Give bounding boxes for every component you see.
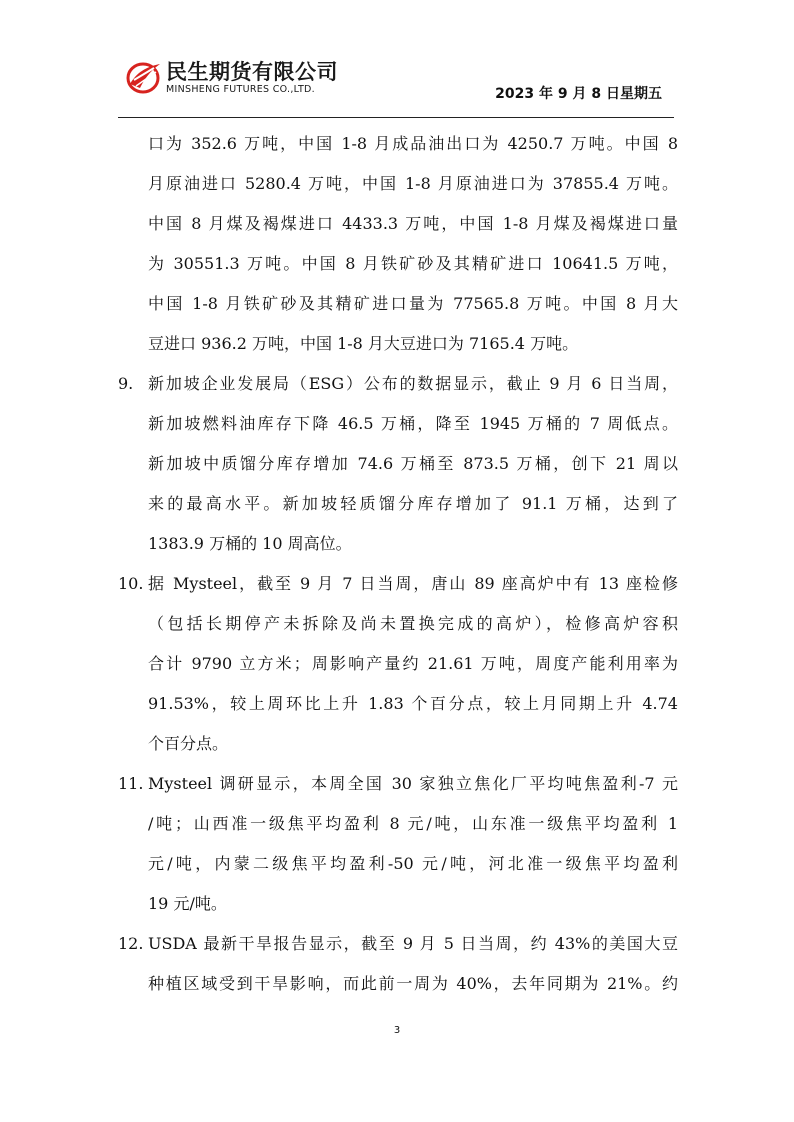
paragraph-line: 来的最高水平。新加坡轻质馏分库存增加了 91.1 万桶，达到了 — [148, 494, 678, 513]
list-item-10 — [118, 564, 678, 764]
company-name-en: MINSHENG FUTURES CO.,LTD. — [166, 84, 315, 95]
paragraph-line: 新加坡中质馏分库存增加 74.6 万桶至 873.5 万桶，创下 21 周以 — [148, 454, 678, 473]
item-text: Mysteel 调研显示，本周全国 30 家独立焦化厂平均吨焦盈利-7 元 — [148, 774, 678, 793]
paragraph-line: 新加坡燃料油库存下降 46.5 万桶，降至 1945 万桶的 7 周低点。 — [148, 414, 678, 433]
item-number: 11. — [118, 774, 144, 793]
paragraph-line: 1383.9 万桶的 10 周高位。 — [148, 534, 352, 553]
paragraph-line: 豆进口 936.2 万吨，中国 1-8 月大豆进口为 7165.4 万吨。 — [148, 334, 579, 353]
paragraph-line — [118, 764, 678, 804]
paragraph-line: 种植区域受到干旱影响，而此前一周为 40%，去年同期为 21%。约 — [148, 974, 678, 993]
page-number: 3 — [393, 1025, 401, 1036]
paragraph-line: 91.53%，较上周环比上升 1.83 个百分点，较上月同期上升 4.74 — [148, 694, 678, 713]
paragraph-line: 元/吨，内蒙二级焦平均盈利-50 元/吨，河北准一级焦平均盈利 — [148, 854, 678, 873]
paragraph-line — [118, 924, 678, 964]
paragraph-line: （包括长期停产未拆除及尚未置换完成的高炉），检修高炉容积 — [148, 614, 678, 633]
company-logo — [126, 56, 366, 102]
item-text: USDA 最新干旱报告显示，截至 9 月 5 日当周，约 43%的美国大豆 — [148, 934, 678, 953]
item-number: 9. — [118, 374, 134, 393]
list-item-12 — [118, 924, 678, 1004]
paragraph-line: 为 30551.3 万吨。中国 8 月铁矿砂及其精矿进口 10641.5 万吨， — [148, 254, 678, 273]
list-item-11 — [118, 764, 678, 924]
company-name-cn: 民生期货有限公司 — [166, 60, 338, 84]
item-number: 10. — [118, 574, 144, 593]
paragraph-line: 中国 8 月煤及褐煤进口 4433.3 万吨，中国 1-8 月煤及褐煤进口量 — [148, 214, 678, 233]
paragraph-line — [118, 364, 678, 404]
item-text: 据 Mysteel，截至 9 月 7 日当周，唐山 89 座高炉中有 13 座检修 — [148, 574, 678, 593]
item-number: 12. — [118, 934, 144, 953]
paragraph-line: 19 元/吨。 — [148, 894, 227, 913]
minsheng-swoosh-icon — [126, 60, 162, 94]
paragraph-line: 月原油进口 5280.4 万吨，中国 1-8 月原油进口为 37855.4 万吨。 — [148, 174, 678, 193]
paragraph-line: 合计 9790 立方米；周影响产量约 21.61 万吨，周度产能利用率为 — [148, 654, 678, 673]
paragraph-line — [118, 564, 678, 604]
item-text: 新加坡企业发展局（ESG）公布的数据显示，截止 9 月 6 日当周， — [148, 374, 678, 393]
report-body — [118, 124, 678, 1004]
list-item-9 — [118, 364, 678, 564]
paragraph-line: /吨；山西准一级焦平均盈利 8 元/吨，山东准一级焦平均盈利 1 — [148, 814, 678, 833]
paragraph-line: 个百分点。 — [148, 734, 229, 753]
header-divider — [118, 117, 674, 118]
paragraph-line: 中国 1-8 月铁矿砂及其精矿进口量为 77565.8 万吨。中国 8 月大 — [148, 294, 678, 313]
report-date: 2023 年 9 月 8 日星期五 — [495, 86, 662, 102]
continuation-paragraph — [118, 124, 678, 364]
paragraph-line: 口为 352.6 万吨，中国 1-8 月成品油出口为 4250.7 万吨。中国 8 — [148, 134, 678, 153]
